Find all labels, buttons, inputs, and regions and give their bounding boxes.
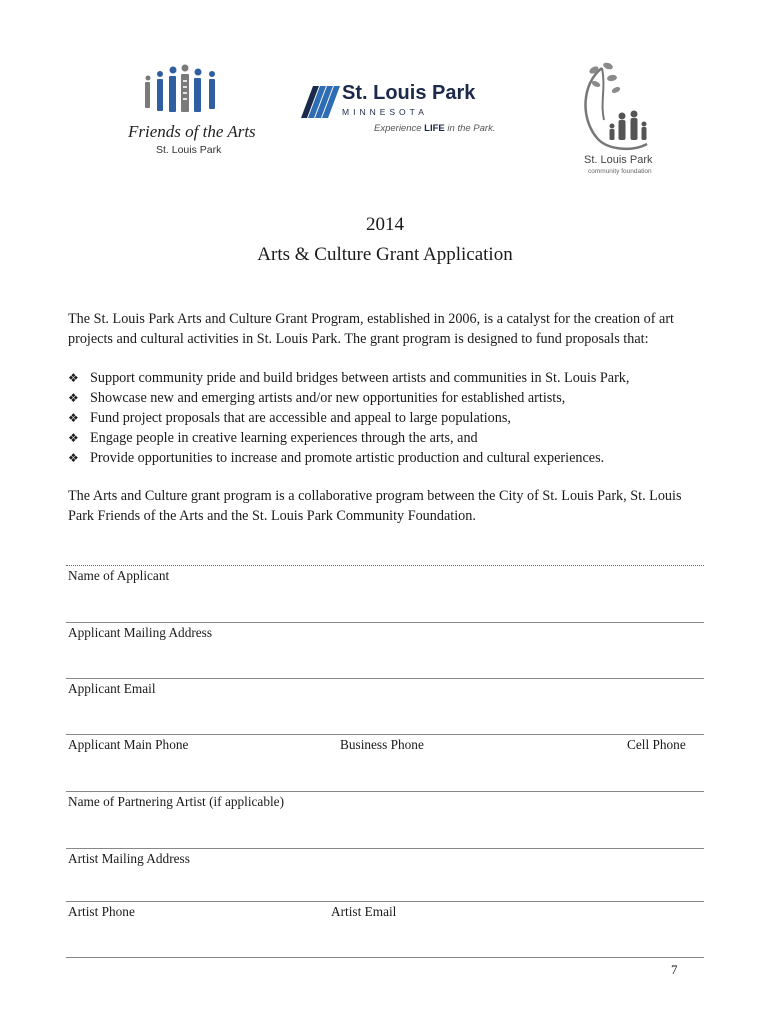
diamond-bullet-icon: ❖: [68, 371, 79, 385]
foundation-logo-subtitle: community foundation: [588, 168, 652, 175]
goals-list: [68, 368, 708, 468]
city-logo-tagline: Experience LIFE in the Park.: [374, 123, 496, 134]
artist-email-label: Artist Email: [331, 904, 397, 919]
diamond-bullet-icon: ❖: [68, 431, 79, 445]
city-logo-name: St. Louis Park: [342, 82, 476, 104]
page-number: 7: [671, 962, 678, 977]
friends-logo-subtitle: St. Louis Park: [156, 144, 222, 156]
list-item: ❖ Fund project proposals that are accessible and appeal to large populations,: [68, 410, 511, 426]
partnering-artist-label: Name of Partnering Artist (if applicable): [68, 794, 285, 809]
list-item: ❖ Provide opportunities to increase and promote artistic production and cultural experiences.: [68, 450, 605, 466]
tree-family-icon: [572, 58, 672, 153]
applicant-email-label: Applicant Email: [68, 681, 156, 696]
friends-of-the-arts-logo: [118, 62, 258, 162]
form-bottom-line[interactable]: [66, 957, 704, 958]
diamond-bullet-icon: ❖: [68, 451, 79, 465]
diamond-bullet-icon: ❖: [68, 411, 79, 425]
page-title-year: 2014: [366, 214, 404, 235]
diamond-bullet-icon: ❖: [68, 391, 79, 405]
slp-stripes-icon: [300, 84, 340, 120]
applicant-main-phone-label: Applicant Main Phone: [68, 737, 189, 752]
list-item: ❖ Engage people in creative learning experiences through the arts, and: [68, 430, 478, 446]
business-phone-label: Business Phone: [340, 737, 424, 752]
foundation-logo-name: St. Louis Park: [584, 154, 653, 166]
applicant-mailing-address-line[interactable]: [66, 622, 704, 623]
applicant-email-line[interactable]: [66, 678, 704, 679]
st-louis-park-city-logo: [298, 80, 508, 140]
artist-contact-line[interactable]: [66, 901, 704, 902]
closing-paragraph: The Arts and Culture grant program is a collaborative program between the City of St. Louis Park, St. Louis Park Friends of the Arts and the St. Louis Park Community Foundation.: [68, 488, 682, 524]
list-item: ❖ Support community pride and build bridges between artists and communities in St. Louis Park,: [68, 370, 630, 386]
applicant-mailing-address-label: Applicant Mailing Address: [68, 625, 213, 640]
city-logo-state: MINNESOTA: [342, 107, 428, 117]
applicant-phone-line[interactable]: [66, 734, 704, 735]
friends-logo-title: Friends of the Arts: [128, 122, 256, 141]
name-of-applicant-label: Name of Applicant: [68, 568, 170, 583]
artist-mailing-address-label: Artist Mailing Address: [68, 851, 190, 866]
form-top-divider: [66, 565, 704, 566]
community-foundation-logo: [572, 58, 672, 178]
cell-phone-label: Cell Phone: [627, 737, 686, 752]
friends-figures-icon: [118, 62, 258, 122]
partnering-artist-line[interactable]: [66, 791, 704, 792]
artist-mailing-address-line[interactable]: [66, 848, 704, 849]
artist-phone-label: Artist Phone: [68, 904, 135, 919]
page-title: Arts & Culture Grant Application: [257, 244, 513, 265]
intro-paragraph: The St. Louis Park Arts and Culture Grant Program, established in 2006, is a catalyst for the creation of art projects and cultural activities in St. Louis Park. The grant program is designed to fund proposals that:: [68, 311, 674, 347]
list-item: ❖ Showcase new and emerging artists and/or new opportunities for established artists,: [68, 390, 566, 406]
